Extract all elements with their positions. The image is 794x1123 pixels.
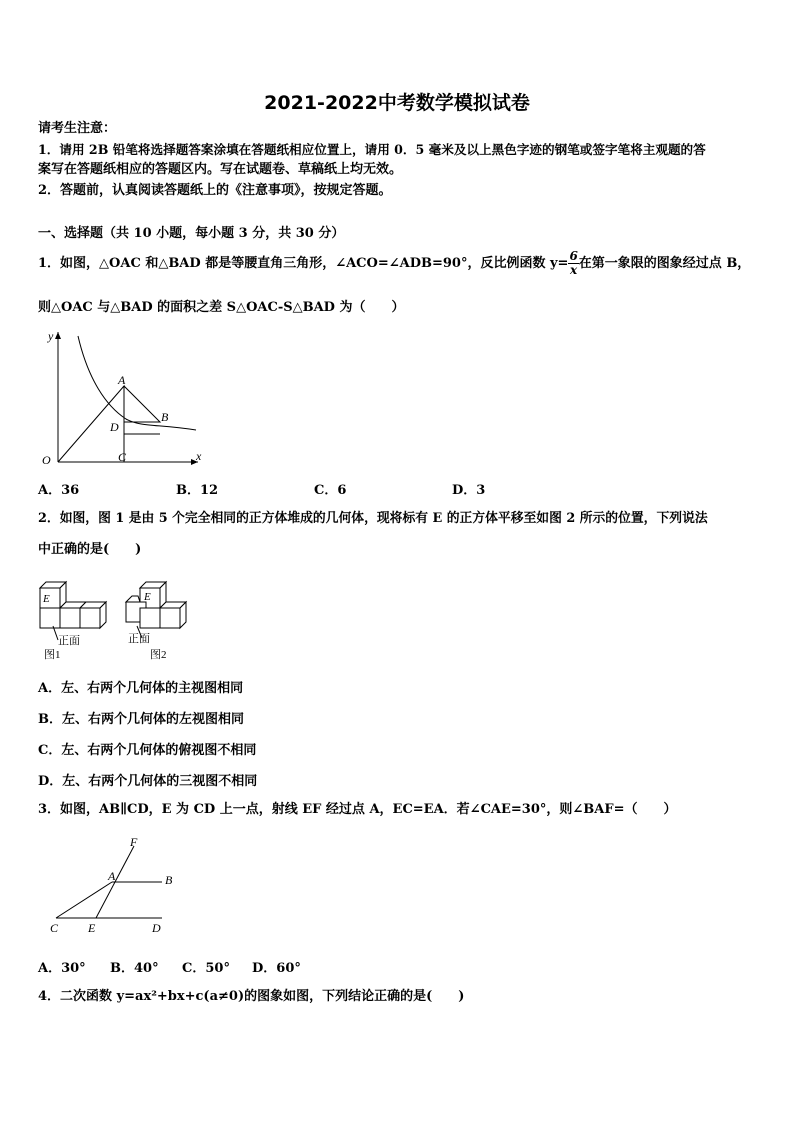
q4-line-1: 4．二次函数 y=ax²+bx+c(a≠0)的图象如图，下列结论正确的是( ): [38, 989, 465, 1004]
q2-label-e1: E: [43, 593, 50, 605]
q1-frac-den: x: [570, 263, 578, 277]
q3-label-f: F: [130, 835, 138, 849]
q3-label-d: D: [152, 921, 161, 935]
q2-option-b: B．左、右两个几何体的左视图相同: [38, 712, 244, 727]
q3-segment-ca: [56, 882, 112, 918]
q3-label-c: C: [50, 921, 59, 935]
q1-option-d: D．3: [452, 483, 486, 498]
q1-label-y: y: [48, 329, 54, 343]
q2-option-c: C．左、右两个几何体的俯视图不相同: [38, 743, 257, 758]
q3-line-1: 3．如图，AB∥CD，E 为 CD 上一点，射线 EF 经过点 A，EC=EA．若∠CAE=30°，则∠BAF=（ ）: [38, 802, 677, 817]
q1-label-b: B: [161, 410, 169, 424]
q1-y-arrow-icon: [55, 332, 61, 339]
q2-figure: [34, 572, 194, 660]
notice-heading: 请考生注意：: [38, 121, 117, 136]
q1-option-a: A．36: [38, 483, 80, 498]
q3-option-b: B．40°: [110, 961, 159, 976]
q3-label-a: A: [108, 869, 116, 883]
q1-label-c: C: [118, 450, 127, 464]
q2-option-d: D．左、右两个几何体的三视图不相同: [38, 774, 258, 789]
q2-label-e2: E: [144, 591, 151, 603]
q2-label-fig1: 图1: [44, 649, 61, 660]
q2-label-front-2: 正面: [128, 633, 150, 645]
q3-label-e: E: [88, 921, 96, 935]
q1-option-c: C．6: [314, 483, 347, 498]
q1-label-a: A: [118, 373, 126, 387]
q1-frac-num: 6: [569, 249, 578, 263]
page-title: 2021-2022中考数学模拟试卷: [264, 92, 530, 114]
q1-figure: [36, 324, 206, 470]
q3-figure: [40, 832, 180, 940]
q3-option-a: A．30°: [38, 961, 86, 976]
q1-triangle-bad: [124, 386, 160, 422]
q1-hyperbola: [78, 336, 196, 430]
notice-line-1b: 案写在答题纸相应的答题区内。写在试题卷、草稿纸上均无效。: [38, 162, 403, 177]
q1-text-pre: 1．如图，△OAC 和△BAD 都是等腰直角三角形，∠ACO=∠ADB=90°，反比例函数 y=: [38, 256, 569, 271]
q1-label-x: x: [196, 449, 202, 463]
q1-label-o: O: [42, 453, 51, 467]
q1-fraction: [568, 250, 578, 277]
q3-option-d: D．60°: [252, 961, 301, 976]
q1-option-b: B．12: [176, 483, 219, 498]
q3-option-c: C．50°: [182, 961, 230, 976]
q2-figure-2: [126, 582, 186, 628]
q2-line-1: 2．如图，图 1 是由 5 个完全相同的正方体堆成的几何体，现将标有 E 的正方体平移至如图 2 所示的位置，下列说法: [38, 511, 708, 526]
notice-line-2: 2．答题前，认真阅读答题纸上的《注意事项》，按规定答题。: [38, 183, 392, 198]
q2-option-a: A．左、右两个几何体的主视图相同: [38, 681, 244, 696]
q2-figure-1: [40, 582, 106, 628]
q3-label-b: B: [165, 873, 173, 887]
q2-label-front-1: 正面: [58, 635, 80, 647]
q2-line-2: 中正确的是( ): [38, 542, 142, 557]
q1-text-post: 在第一象限的图象经过点 B，: [578, 256, 751, 271]
q1-line-2: 则△OAC 与△BAD 的面积之差 S△OAC-S△BAD 为（ ）: [38, 300, 405, 315]
q2-label-fig2: 图2: [150, 649, 167, 660]
notice-line-1a: 1．请用 2B 铅笔将选择题答案涂填在答题纸相应位置上，请用 0．5 毫米及以上黑色字迹的钢笔或签字笔将主观题的答: [38, 142, 706, 157]
q1-line-1: [38, 246, 750, 282]
section-heading: 一、选择题（共 10 小题，每小题 3 分，共 30 分）: [38, 226, 345, 241]
q1-label-d: D: [110, 420, 119, 434]
